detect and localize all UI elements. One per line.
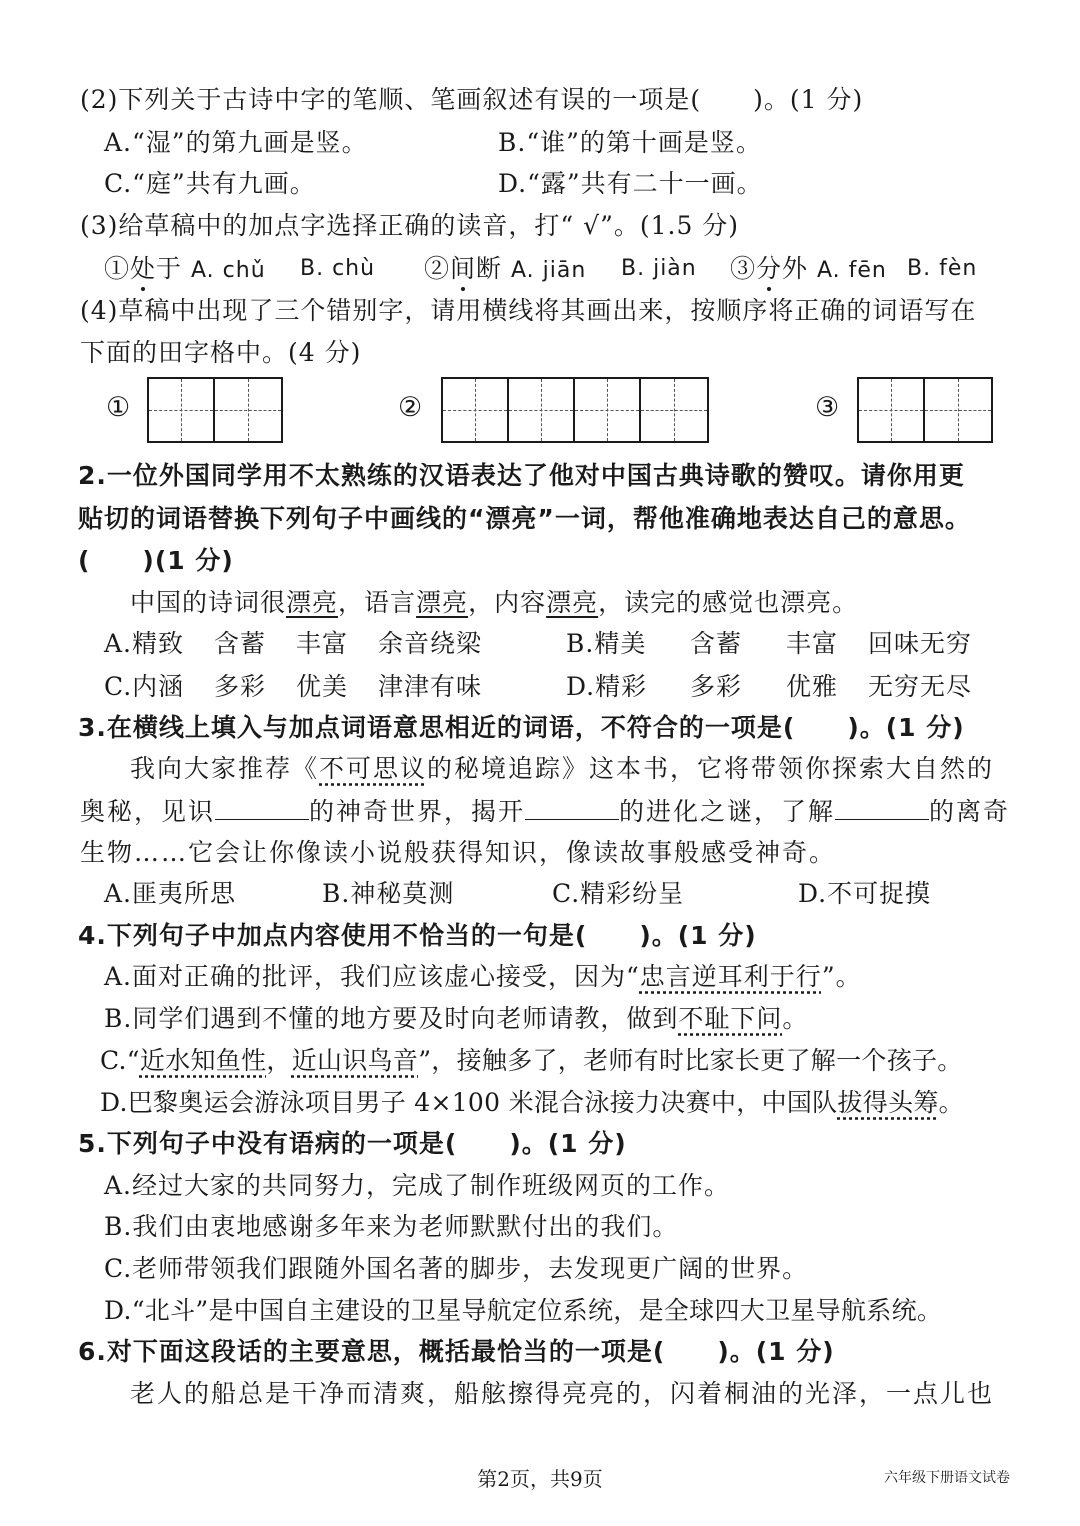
- q2-sentence-part: 中国的诗词很: [130, 588, 287, 617]
- tian-cell[interactable]: [149, 379, 215, 441]
- tian-cell[interactable]: [575, 379, 641, 441]
- q1-3-item-3-option-a: A. fēn: [817, 258, 887, 283]
- q4-text: C.“: [100, 1046, 140, 1075]
- q2-stem-line2: 贴切的词语替换下列句子中画线的“漂亮”一词，帮他准确地表达自己的意思。: [78, 504, 971, 533]
- q2-option-b-1: B.精美: [566, 629, 647, 658]
- q1-2-stem: (2)下列关于古诗中字的笔顺、笔画叙述有误的一项是( )。(1 分): [80, 85, 864, 114]
- q2-sentence-part: ，内容: [468, 588, 547, 617]
- q4-text: 。: [938, 1088, 964, 1117]
- q4-text: D.巴黎奥运会游泳项目男子 4×100 米混合泳接力决赛中，中国队: [100, 1088, 838, 1117]
- q1-2-option-b: B.“谁”的第十画是竖。: [498, 128, 762, 157]
- q4-dotted-text: 近水知鱼性: [139, 1046, 267, 1075]
- q3-text: 我向大家推荐《: [130, 754, 320, 783]
- q2-option-a-4: 余音绕梁: [378, 629, 483, 658]
- q5-option-b: B.我们由衷地感谢多年来为老师默默付出的我们。: [104, 1212, 679, 1241]
- grid-label-3: ③: [815, 392, 840, 423]
- q4-option-b: [104, 1005, 808, 1033]
- q2-option-d-1: D.精彩: [566, 672, 648, 701]
- q4-option-d: [100, 1089, 964, 1117]
- q2-stem-line1: 2.一位外国同学用不太熟练的汉语表达了他对中国古典诗歌的赞叹。请你用更: [78, 461, 965, 490]
- q3-dotted-word: 不可思议: [319, 754, 428, 783]
- q1-2-option-a: A.“湿”的第九画是竖。: [104, 128, 368, 157]
- q6-stem: 6.对下面这段话的主要意思，概括最恰当的一项是( )。(1 分): [78, 1337, 835, 1366]
- q4-stem: 4.下列句子中加点内容使用不恰当的一句是( )。(1 分): [78, 921, 757, 950]
- q2-option-a-2: 含蓄: [214, 629, 267, 658]
- exam-title: 六年级下册语文试卷: [884, 1470, 1010, 1486]
- q1-3-item-1: [104, 255, 266, 283]
- q3-passage-line3: 生物……它会让你像读小说般获得知识，像读故事般感受神奇。: [80, 838, 837, 867]
- tian-cell[interactable]: [443, 379, 509, 441]
- q3-option-b: B.神秘莫测: [322, 879, 455, 908]
- q2-option-b-4: 回味无穷: [868, 629, 973, 658]
- q1-3-item-3-option-b: B. fèn: [907, 256, 978, 281]
- q4-text: 。: [782, 1004, 809, 1033]
- q1-3-item-3-rest: 外: [782, 254, 809, 283]
- q1-3-item-3: [730, 255, 887, 283]
- tian-cell[interactable]: [215, 379, 281, 441]
- q4-text: A.面对正确的批评，我们应该虚心接受，因为“: [104, 962, 640, 991]
- q5-option-d: D.“北斗”是中国自主建设的卫星导航定位系统，是全球四大卫星导航系统。: [104, 1296, 943, 1325]
- q1-3-item-2-rest: 断: [476, 254, 503, 283]
- tian-cell[interactable]: [859, 379, 925, 441]
- q2-option-b-3: 丰富: [786, 629, 839, 658]
- q3-text: 的神奇世界，揭开: [309, 797, 526, 826]
- q2-underlined-word: 漂亮: [286, 588, 339, 617]
- q1-3-item-2-num: ②: [424, 254, 451, 283]
- q4-dotted-text: 不耻下问: [678, 1004, 783, 1033]
- q4-text: B.同学们遇到不懂的地方要及时向老师请教，做到: [104, 1004, 679, 1033]
- q5-option-c: C.老师带领我们跟随外国名著的脚步，去发现更广阔的世界。: [104, 1254, 809, 1283]
- q2-option-c-1: C.内涵: [104, 672, 185, 701]
- q3-blank-3[interactable]: [835, 797, 929, 820]
- q1-3-item-1-dotted-char: 处: [130, 254, 157, 283]
- q1-3-item-2-dotted-char: 间: [450, 254, 477, 283]
- q3-text: 的离奇: [929, 797, 1011, 826]
- q3-blank-2[interactable]: [525, 797, 619, 820]
- q1-3-stem: (3)给草稿中的加点字选择正确的读音，打“ √”。(1.5 分): [80, 211, 740, 240]
- q1-4-stem-line1: (4)草稿中出现了三个错别字，请用横线将其画出来，按顺序将正确的词语写在: [80, 296, 977, 325]
- q1-3-item-3-num: ③: [730, 254, 757, 283]
- q1-3-item-2: [424, 255, 586, 283]
- q3-text: 奥秘，见识: [80, 797, 216, 826]
- q3-passage-line2: [80, 797, 1010, 826]
- grid-label-1: ①: [106, 392, 131, 423]
- q5-option-a: A.经过大家的共同努力，完成了制作班级网页的工作。: [104, 1171, 731, 1200]
- q4-dotted-text: 拔得头筹: [837, 1088, 939, 1117]
- grid-label-2: ②: [398, 392, 423, 423]
- q4-text: ”。: [821, 962, 862, 991]
- q3-option-d: D.不可捉摸: [798, 879, 932, 908]
- q4-dotted-text: 近山识鸟音: [291, 1046, 419, 1075]
- q2-option-c-3: 优美: [296, 672, 349, 701]
- page-number: 第2页，共9页: [477, 1467, 603, 1491]
- tian-cell[interactable]: [641, 379, 707, 441]
- q1-2-option-d: D.“露”共有二十一画。: [498, 169, 763, 198]
- q4-option-a: [104, 963, 862, 991]
- q3-text: 的秘境追踪》这本书，它将带领你探索大自然的: [427, 754, 995, 783]
- q1-3-item-1-rest: 于: [156, 254, 183, 283]
- tian-grid-2[interactable]: [441, 377, 709, 443]
- q1-3-item-3-dotted-char: 分: [756, 254, 783, 283]
- q2-option-c-2: 多彩: [214, 672, 267, 701]
- q2-underlined-word: 漂亮: [546, 588, 599, 617]
- q2-option-c-4: 津津有味: [378, 672, 483, 701]
- q1-4-stem-line2: 下面的田字格中。(4 分): [80, 338, 362, 367]
- q2-option-d-2: 多彩: [690, 672, 743, 701]
- q2-underlined-word: 漂亮: [416, 588, 469, 617]
- q4-option-c: [100, 1047, 963, 1075]
- tian-grid-1[interactable]: [147, 377, 283, 443]
- q3-text: 的进化之谜，了解: [619, 797, 836, 826]
- q2-option-d-3: 优雅: [786, 672, 839, 701]
- q4-text: ，: [266, 1046, 292, 1075]
- q2-option-a-3: 丰富: [296, 629, 349, 658]
- tian-cell[interactable]: [925, 379, 991, 441]
- q3-passage-line1: [130, 755, 994, 783]
- q2-sentence-part: ，读完的感觉也漂亮。: [598, 588, 859, 617]
- q1-2-option-c: C.“庭”共有九画。: [104, 169, 316, 198]
- q4-text: ”，接触多了，老师有时比家长更了解一个孩子。: [418, 1046, 963, 1075]
- q2-option-b-2: 含蓄: [690, 629, 743, 658]
- tian-cell[interactable]: [509, 379, 575, 441]
- q3-option-a: A.匪夷所思: [104, 879, 237, 908]
- q5-stem: 5.下列句子中没有语病的一项是( )。(1 分): [78, 1129, 627, 1158]
- q3-stem: 3.在横线上填入与加点词语意思相近的词语，不符合的一项是( )。(1 分): [78, 713, 965, 742]
- q2-sentence: [130, 589, 858, 617]
- q2-sentence-part: ，语言: [338, 588, 417, 617]
- q4-dotted-text: 忠言逆耳利于行: [639, 962, 822, 991]
- q3-blank-1[interactable]: [215, 797, 309, 820]
- q1-3-item-1-option-b: B. chù: [300, 256, 376, 281]
- q2-option-a-1: A.精致: [104, 629, 185, 658]
- q2-option-d-4: 无穷无尽: [868, 672, 973, 701]
- q1-3-item-2-option-a: A. jiān: [511, 258, 587, 283]
- tian-grid-3[interactable]: [857, 377, 993, 443]
- q1-3-item-1-option-a: A. chǔ: [191, 258, 266, 283]
- q1-3-item-1-num: ①: [104, 254, 131, 283]
- q3-option-c: C.精彩纷呈: [552, 879, 685, 908]
- q2-stem-line3: ( )(1 分): [78, 546, 234, 575]
- q6-passage-line1: 老人的船总是干净而清爽，船舷擦得亮亮的，闪着桐油的光泽，一点儿也: [130, 1379, 995, 1408]
- q1-3-item-2-option-b: B. jiàn: [621, 256, 697, 281]
